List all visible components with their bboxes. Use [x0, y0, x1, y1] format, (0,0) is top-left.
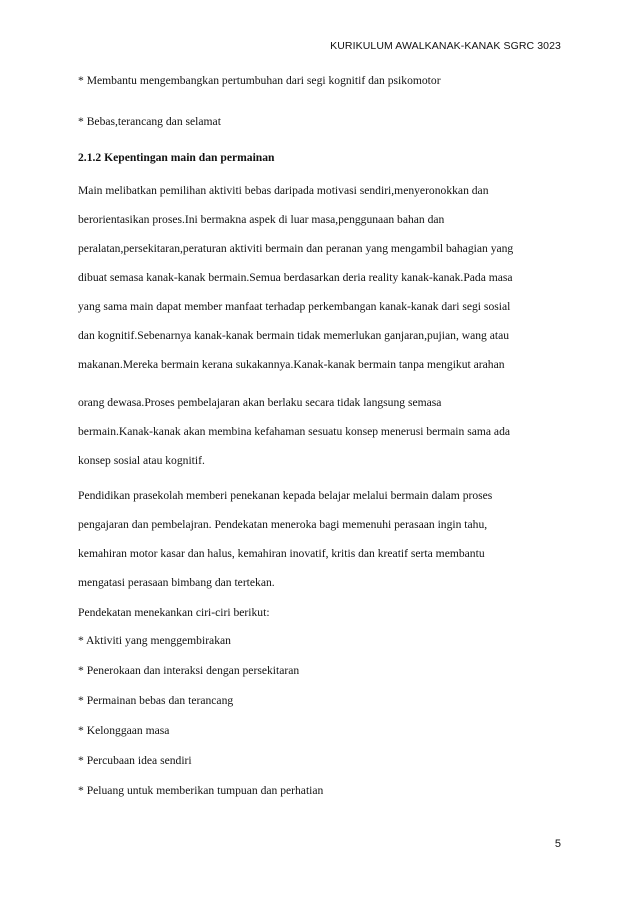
paragraph-line: Main melibatkan pemilihan aktiviti bebas daripada motivasi sendiri,menyeronokkan dan: [78, 184, 489, 197]
paragraph-line: dan kognitif.Sebenarnya kanak-kanak bermain tidak memerlukan ganjaran,pujian, wang atau: [78, 329, 510, 342]
section-heading: 2.1.2 Kepentingan main dan permainan: [78, 151, 275, 164]
page-number: 5: [554, 838, 561, 850]
paragraph-line: konsep sosial atau kognitif.: [78, 454, 205, 467]
bullet-line: * Aktiviti yang menggembirakan: [78, 634, 231, 647]
paragraph-line: makanan.Mereka bermain kerana sukakannya.Kanak-kanak bermain tanpa mengikut arahan: [78, 358, 505, 371]
running-header: KURIKULUM AWALKANAK-KANAK SGRC 3023: [330, 40, 561, 52]
paragraph-line: kemahiran motor kasar dan halus, kemahiran inovatif, kritis dan kreatif serta membantu: [78, 547, 485, 560]
paragraph-line: mengatasi perasaan bimbang dan tertekan.: [78, 576, 275, 589]
bullet-line: * Permainan bebas dan terancang: [78, 694, 234, 707]
paragraph-line: bermain.Kanak-kanak akan membina kefahaman sesuatu konsep menerusi bermain sama ada: [78, 425, 511, 438]
paragraph-line: Pendidikan prasekolah memberi penekanan kepada belajar melalui bermain dalam proses: [78, 489, 493, 502]
paragraph-line: pengajaran dan pembelajran. Pendekatan meneroka bagi memenuhi perasaan ingin tahu,: [78, 518, 488, 531]
bullet-line: * Membantu mengembangkan pertumbuhan dari segi kognitif dan psikomotor: [78, 74, 441, 87]
bullet-line: * Penerokaan dan interaksi dengan persekitaran: [78, 664, 300, 677]
paragraph-line: peralatan,persekitaran,peraturan aktiviti bermain dan peranan yang mengambil bahagian yang: [78, 242, 514, 255]
bullet-line: * Kelonggaan masa: [78, 724, 170, 737]
paragraph-line: berorientasikan proses.Ini bermakna aspek di luar masa,penggunaan bahan dan: [78, 213, 445, 226]
bullet-line: * Peluang untuk memberikan tumpuan dan perhatian: [78, 784, 324, 797]
paragraph-line: Pendekatan menekankan ciri-ciri berikut:: [78, 606, 270, 619]
bullet-line: * Bebas,terancang dan selamat: [78, 115, 221, 128]
bullet-line: * Percubaan idea sendiri: [78, 754, 192, 767]
paragraph-line: yang sama main dapat member manfaat terhadap perkembangan kanak-kanak dari segi sosial: [78, 300, 511, 313]
paragraph-line: dibuat semasa kanak-kanak bermain.Semua berdasarkan deria reality kanak-kanak.Pada masa: [78, 271, 513, 284]
paragraph-line: orang dewasa.Proses pembelajaran akan berlaku secara tidak langsung semasa: [78, 396, 442, 409]
